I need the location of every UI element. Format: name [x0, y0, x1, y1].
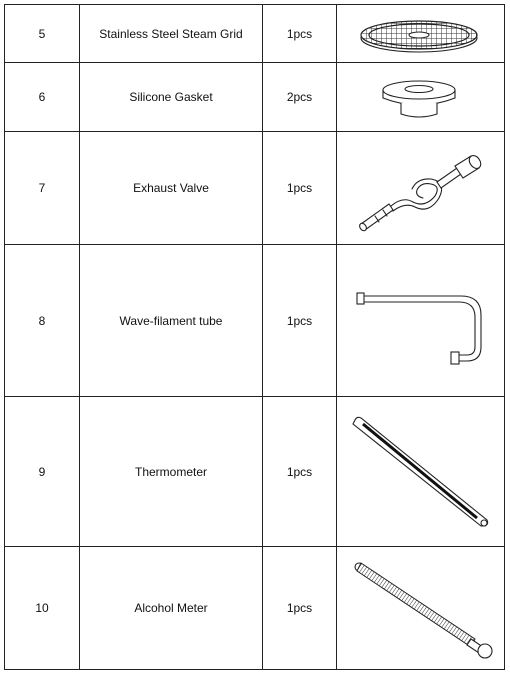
wave-filament-tube-icon [341, 251, 501, 391]
table-row [5, 547, 505, 670]
thermometer-icon [341, 402, 501, 542]
table-row [5, 5, 505, 63]
item-name: Thermometer [80, 397, 263, 547]
item-quantity: 1pcs [263, 397, 337, 547]
item-number: 7 [5, 132, 80, 245]
item-number: 5 [5, 5, 80, 63]
item-number: 8 [5, 245, 80, 397]
item-image [337, 245, 505, 397]
table-row [5, 63, 505, 132]
item-number: 6 [5, 63, 80, 132]
table-row [5, 132, 505, 245]
item-image [337, 132, 505, 245]
parts-table [4, 4, 505, 670]
item-name: Stainless Steel Steam Grid [80, 5, 263, 63]
silicone-gasket-icon [341, 66, 501, 128]
item-image [337, 547, 505, 670]
table-row [5, 245, 505, 397]
item-quantity: 1pcs [263, 132, 337, 245]
item-name: Silicone Gasket [80, 63, 263, 132]
item-quantity: 2pcs [263, 63, 337, 132]
item-image [337, 5, 505, 63]
item-image [337, 63, 505, 132]
item-number: 10 [5, 547, 80, 670]
table-row [5, 397, 505, 547]
item-number: 9 [5, 397, 80, 547]
exhaust-valve-icon [341, 136, 501, 240]
item-name: Wave-filament tube [80, 245, 263, 397]
item-quantity: 1pcs [263, 245, 337, 397]
item-quantity: 1pcs [263, 547, 337, 670]
item-image [337, 397, 505, 547]
item-name: Exhaust Valve [80, 132, 263, 245]
item-quantity: 1pcs [263, 5, 337, 63]
steam-grid-icon [341, 8, 501, 60]
item-name: Alcohol Meter [80, 547, 263, 670]
alcohol-meter-icon [341, 551, 501, 665]
